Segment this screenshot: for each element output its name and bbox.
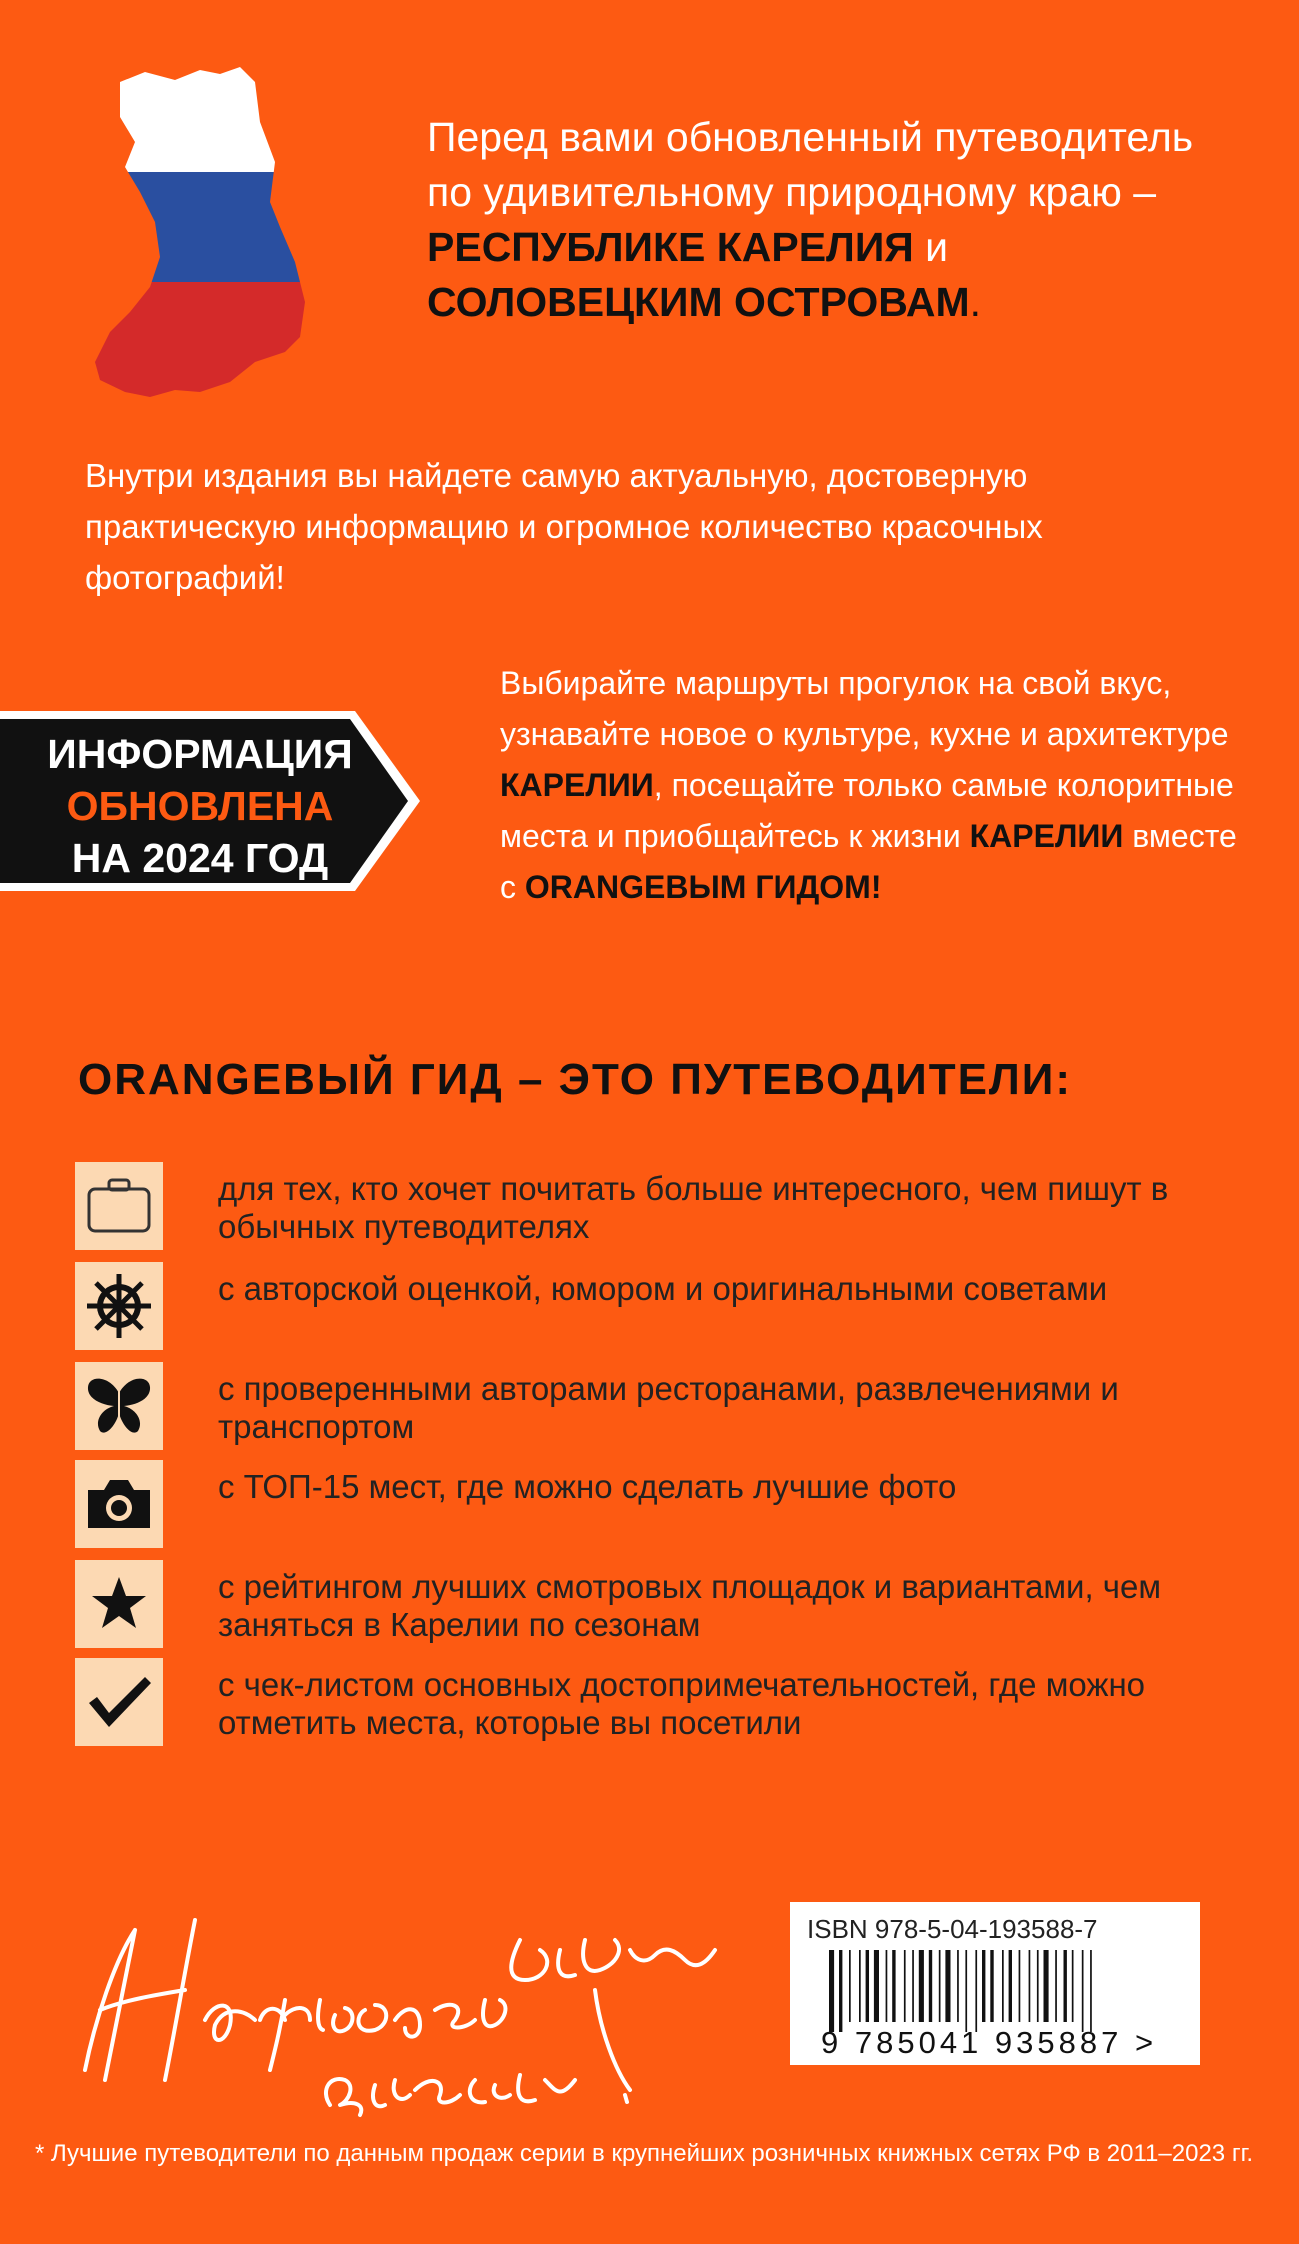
- intro-highlight-republic: РЕСПУБЛИКЕ КАРЕЛИЯ: [427, 224, 914, 270]
- barcode-bar: [945, 1950, 950, 2022]
- barcode-bar: [1082, 1950, 1084, 2032]
- description-paragraph: Внутри издания вы найдете самую актуальную, достоверную практическую информацию и огромное количество красочных фотографий!: [85, 457, 1043, 596]
- routes-highlight-2: КАРЕЛИИ: [969, 818, 1124, 854]
- barcode-bar: [892, 1950, 895, 2022]
- barcode-bar: [886, 1950, 888, 2022]
- ship-wheel-icon: [75, 1262, 163, 1350]
- badge-text: [35, 728, 365, 884]
- badge-line-2: ОБНОВЛЕНА: [66, 783, 334, 829]
- barcode-icon: [825, 1950, 1185, 2032]
- footnote: * Лучшие путеводители по данным продаж серии в крупнейших розничных книжных сетях РФ в 2011–2023 гг.: [35, 2140, 1254, 2167]
- barcode-bar: [990, 1950, 993, 2022]
- barcode-bar: [1064, 1950, 1067, 2022]
- suitcase-icon: [75, 1162, 163, 1250]
- routes-text-3: вместе с: [500, 818, 1237, 905]
- feature-text: с чек-листом основных достопримечательностей, где можно отметить места, которые вы посетили: [218, 1666, 1146, 1741]
- barcode-bar: [1019, 1950, 1021, 2022]
- feature-text: для тех, кто хочет почитать больше интересного, чем пишут в обычных путеводителях: [218, 1170, 1169, 1245]
- butterfly-icon: [75, 1362, 163, 1450]
- barcode-bar: [965, 1950, 967, 2032]
- barcode-bar: [849, 1950, 851, 2022]
- isbn-digits: 9 785041 935887 >: [821, 2025, 1158, 2060]
- barcode-bar: [1009, 1950, 1012, 2022]
- feature-text: с ТОП-15 мест, где можно сделать лучшие фото: [218, 1468, 957, 1505]
- barcode-bar: [1029, 1950, 1031, 2022]
- barcode-bar: [1090, 1950, 1092, 2032]
- barcode-bar: [1044, 1950, 1049, 2022]
- camera-icon: [75, 1460, 163, 1548]
- barcode-bar: [1037, 1950, 1039, 2022]
- routes-text-2: , посещайте только самые колоритные места и приобщайтесь к жизни: [500, 767, 1234, 854]
- routes-highlight-3: ORANGEВЫМ ГИДОМ!: [524, 869, 882, 905]
- routes-text-1: Выбирайте маршруты прогулок на свой вкус, узнавайте новое о культуре, кухне и архитектуре: [500, 665, 1229, 752]
- intro-highlight-islands: СОЛОВЕЦКИМ ОСТРОВАМ: [427, 279, 970, 325]
- barcode-bar: [839, 1950, 842, 2032]
- intro-text: Перед вами обновленный путеводитель по удивительному природному краю –: [427, 114, 1194, 215]
- barcode-bar: [874, 1950, 879, 2022]
- barcode-bar: [912, 1950, 914, 2022]
- intro-end: .: [969, 279, 982, 325]
- badge-line-3: НА 2024 ГОД: [71, 835, 329, 881]
- features-heading: ORANGEВЫЙ ГИД – ЭТО ПУТЕВОДИТЕЛИ:: [78, 1055, 1073, 1104]
- intro-paragraph: [427, 110, 1247, 330]
- handwritten-slogan: [55, 1880, 755, 2130]
- checkmark-icon: [75, 1658, 163, 1746]
- intro-connector: и: [913, 224, 949, 270]
- isbn-label: ISBN 978-5-04-193588-7: [807, 1914, 1098, 1944]
- barcode-bar: [929, 1950, 932, 2022]
- barcode-bar: [859, 1950, 861, 2022]
- barcode-bar: [829, 1950, 834, 2032]
- barcode-bar: [939, 1950, 941, 2022]
- badge-line-1: ИНФОРМАЦИЯ: [47, 731, 353, 777]
- barcode-bar: [1002, 1950, 1004, 2022]
- barcode-bar: [1055, 1950, 1057, 2022]
- feature-text: с проверенными авторами ресторанами, развлечениями и транспортом: [218, 1370, 1119, 1445]
- barcode-bar: [975, 1950, 977, 2032]
- routes-paragraph: [500, 658, 1260, 913]
- feature-text: с авторской оценкой, юмором и оригинальными советами: [218, 1270, 1108, 1307]
- feature-text: с рейтингом лучших смотровых площадок и вариантами, чем заняться в Карелии по сезонам: [218, 1568, 1162, 1643]
- routes-highlight-1: КАРЕЛИИ: [500, 767, 654, 803]
- barcode-bar: [957, 1950, 959, 2022]
- barcode-bar: [866, 1950, 869, 2022]
- barcode-bar: [1072, 1950, 1074, 2022]
- star-icon: [75, 1560, 163, 1648]
- barcode-bar: [982, 1950, 985, 2022]
- karelia-flag-map-icon: [90, 62, 330, 402]
- barcode-bar: [904, 1950, 906, 2022]
- barcode-bar: [919, 1950, 924, 2022]
